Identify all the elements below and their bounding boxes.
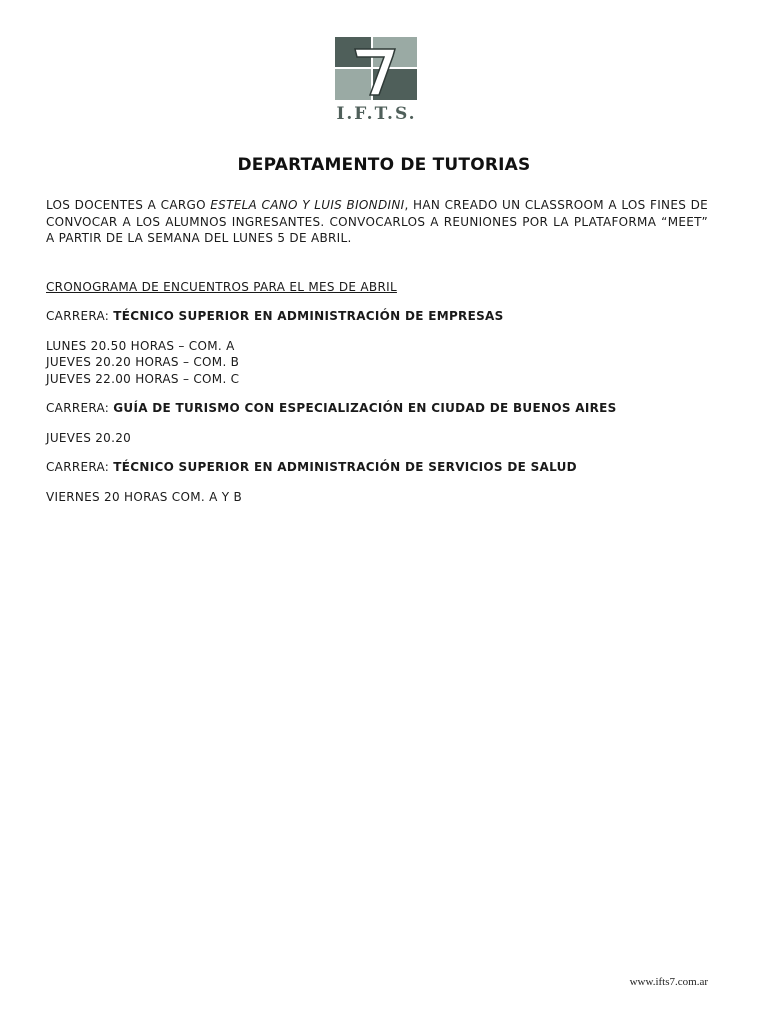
logo-text: I.F.T.S. [336, 104, 417, 124]
intro-part2: , HAN CREADO UN CLASSROOM A LOS FINES DE CONVOCAR A LOS ALUMNOS INGRESANTES. CONVOCARLOS A REUNIONES POR LA PLATAFORMA “MEET” A PARTIR DE LA SEMANA DEL LUNES 5 DE ABRIL. [46, 198, 708, 245]
ifts-logo [333, 35, 420, 127]
intro-part1: LOS DOCENTES A CARGO [46, 198, 211, 212]
career-3 [46, 459, 708, 476]
career-label: CARRERA: [46, 460, 114, 474]
career-1 [46, 308, 708, 325]
session-line: LUNES 20.50 HORAS – COM. A [46, 338, 235, 353]
session-line: JUEVES 20.20 [46, 430, 132, 445]
session-line: JUEVES 20.20 HORAS – COM. B [46, 355, 240, 369]
intro-teachers: ESTELA CANO Y LUIS BIONDINI [210, 198, 405, 212]
schedule-heading: CRONOGRAMA DE ENCUENTROS PARA EL MES DE ABRIL [46, 279, 397, 294]
career-name: GUÍA DE TURISMO CON ESPECIALIZACIÓN EN CIUDAD DE BUENOS AIRES [113, 401, 617, 415]
logo-mark-icon [333, 35, 420, 103]
intro-paragraph [46, 197, 708, 247]
career-name: TÉCNICO SUPERIOR EN ADMINISTRACIÓN DE SERVICIOS DE SALUD [113, 460, 577, 474]
career-label: CARRERA: [46, 309, 114, 323]
session-line: JUEVES 22.00 HORAS – COM. C [46, 371, 240, 386]
career-name: TÉCNICO SUPERIOR EN ADMINISTRACIÓN DE EMPRESAS [113, 309, 504, 323]
document-body [46, 197, 708, 505]
session-line: VIERNES 20 HORAS COM. A Y B [46, 489, 243, 504]
page-title: DEPARTAMENTO DE TUTORIAS [237, 155, 531, 175]
footer-website: www.ifts7.com.ar [629, 976, 708, 988]
career-2 [46, 400, 708, 417]
career-label: CARRERA: [46, 401, 114, 415]
